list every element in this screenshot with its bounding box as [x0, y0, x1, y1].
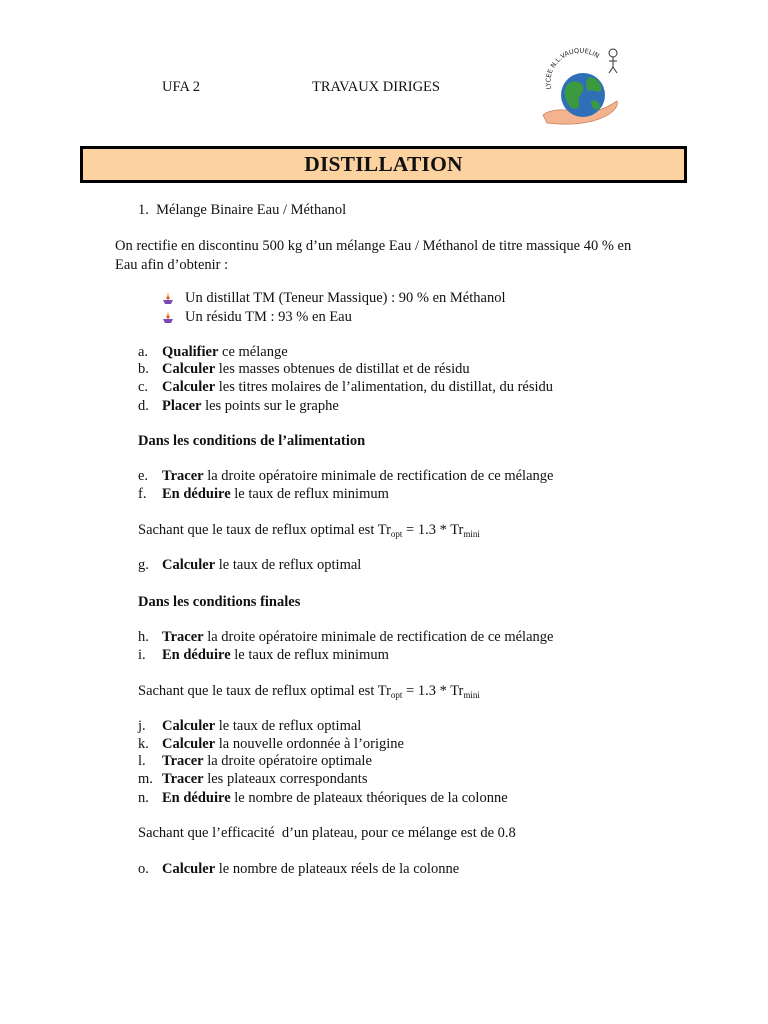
- section-heading: 1. Mélange Binaire Eau / Méthanol: [138, 202, 347, 218]
- question-text: [162, 557, 361, 574]
- question-text: [162, 753, 372, 770]
- reflux-sentence: [138, 522, 480, 539]
- header-title-text: TRAVAUX DIRIGES: [312, 79, 440, 95]
- question-label: a.: [138, 344, 149, 360]
- question-label: c.: [138, 379, 149, 395]
- question-rest: la droite opératoire minimale de rectification de ce mélange: [203, 629, 554, 645]
- question-rest: la nouvelle ordonnée à l’origine: [215, 736, 404, 752]
- question-text: [162, 344, 288, 361]
- question-rest: les points sur le graphe: [201, 398, 339, 414]
- question-verb: En déduire: [162, 486, 231, 502]
- question-rest: le nombre de plateaux théoriques de la colonne: [230, 790, 508, 806]
- question-text: [162, 861, 459, 878]
- question-rest: les plateaux correspondants: [203, 771, 368, 787]
- question-rest: la droite opératoire minimale de rectification de ce mélange: [203, 468, 554, 484]
- school-logo: [537, 45, 623, 129]
- question-text: [162, 361, 470, 378]
- question-label: g.: [138, 557, 149, 573]
- question-verb: Calculer: [162, 361, 216, 377]
- question-label: l.: [138, 753, 146, 769]
- question-verb: Tracer: [162, 771, 204, 787]
- title-banner: [80, 146, 687, 183]
- question-rest: le taux de reflux minimum: [230, 647, 389, 663]
- question-verb: Tracer: [162, 629, 204, 645]
- question-verb: En déduire: [162, 790, 231, 806]
- question-verb: Calculer: [162, 736, 216, 752]
- question-text: [162, 718, 361, 735]
- intro-line-2: Eau afin d’obtenir :: [115, 257, 229, 273]
- reflux-text-middle: = 1.3 * Tr: [402, 683, 464, 699]
- question-verb: Tracer: [162, 468, 204, 484]
- question-text: [162, 468, 553, 485]
- bullet-icon: [161, 310, 175, 324]
- reflux-text-before: Sachant que le taux de reflux optimal est Tr: [138, 522, 391, 538]
- question-rest: ce mélange: [218, 344, 288, 360]
- header-left-text: UFA 2: [162, 79, 201, 95]
- question-verb: Placer: [162, 398, 202, 414]
- question-verb: En déduire: [162, 647, 231, 663]
- question-verb: Tracer: [162, 753, 204, 769]
- bullet-item: Un résidu TM : 93 % en Eau: [185, 309, 352, 325]
- intro-line-1: On rectifie en discontinu 500 kg d’un mélange Eau / Méthanol de titre massique 40 % en: [115, 238, 632, 254]
- reflux-text-middle: = 1.3 * Tr: [402, 522, 464, 538]
- question-verb: Calculer: [162, 718, 216, 734]
- question-text: [162, 398, 339, 415]
- reflux-sub-opt: opt: [390, 690, 403, 700]
- question-verb: Calculer: [162, 379, 216, 395]
- reflux-sub-mini: mini: [463, 690, 480, 700]
- page-title: DISTILLATION: [304, 152, 463, 176]
- question-text: [162, 790, 508, 807]
- logo-arc-text: LYCEE N.L.VAUQUELIN: [544, 46, 601, 91]
- reflux-sub-opt: opt: [390, 529, 403, 539]
- question-rest: le taux de reflux optimal: [215, 557, 362, 573]
- question-label: f.: [138, 486, 147, 502]
- question-verb: Calculer: [162, 557, 216, 573]
- question-label: o.: [138, 861, 149, 877]
- question-text: [162, 647, 389, 664]
- reflux-text-before: Sachant que le taux de reflux optimal est Tr: [138, 683, 391, 699]
- question-text: [162, 736, 404, 753]
- question-label: d.: [138, 398, 149, 414]
- question-label: e.: [138, 468, 149, 484]
- question-verb: Calculer: [162, 861, 216, 877]
- question-label: m.: [138, 771, 153, 787]
- question-label: n.: [138, 790, 149, 806]
- question-label: j.: [138, 718, 146, 734]
- question-rest: le taux de reflux optimal: [215, 718, 362, 734]
- efficiency-sentence: Sachant que l’efficacité d’un plateau, pour ce mélange est de 0.8: [138, 825, 516, 841]
- question-text: [162, 771, 367, 788]
- bullet-icon: [161, 291, 175, 305]
- question-verb: Qualifier: [162, 344, 219, 360]
- question-label: k.: [138, 736, 149, 752]
- reflux-sentence: [138, 683, 480, 700]
- bullet-item: Un distillat TM (Teneur Massique) : 90 % en Méthanol: [185, 290, 506, 306]
- question-label: i.: [138, 647, 146, 663]
- question-text: [162, 629, 553, 646]
- question-text: [162, 486, 389, 503]
- reflux-sub-mini: mini: [463, 529, 480, 539]
- question-rest: la droite opératoire optimale: [203, 753, 372, 769]
- question-rest: le taux de reflux minimum: [230, 486, 389, 502]
- question-rest: les masses obtenues de distillat et de résidu: [215, 361, 470, 377]
- subheading-finales: Dans les conditions finales: [138, 594, 301, 610]
- question-rest: les titres molaires de l’alimentation, du distillat, du résidu: [215, 379, 554, 395]
- subheading-alimentation: Dans les conditions de l’alimentation: [138, 433, 366, 449]
- question-rest: le nombre de plateaux réels de la colonne: [215, 861, 460, 877]
- question-text: [162, 379, 553, 396]
- question-label: b.: [138, 361, 149, 377]
- question-label: h.: [138, 629, 149, 645]
